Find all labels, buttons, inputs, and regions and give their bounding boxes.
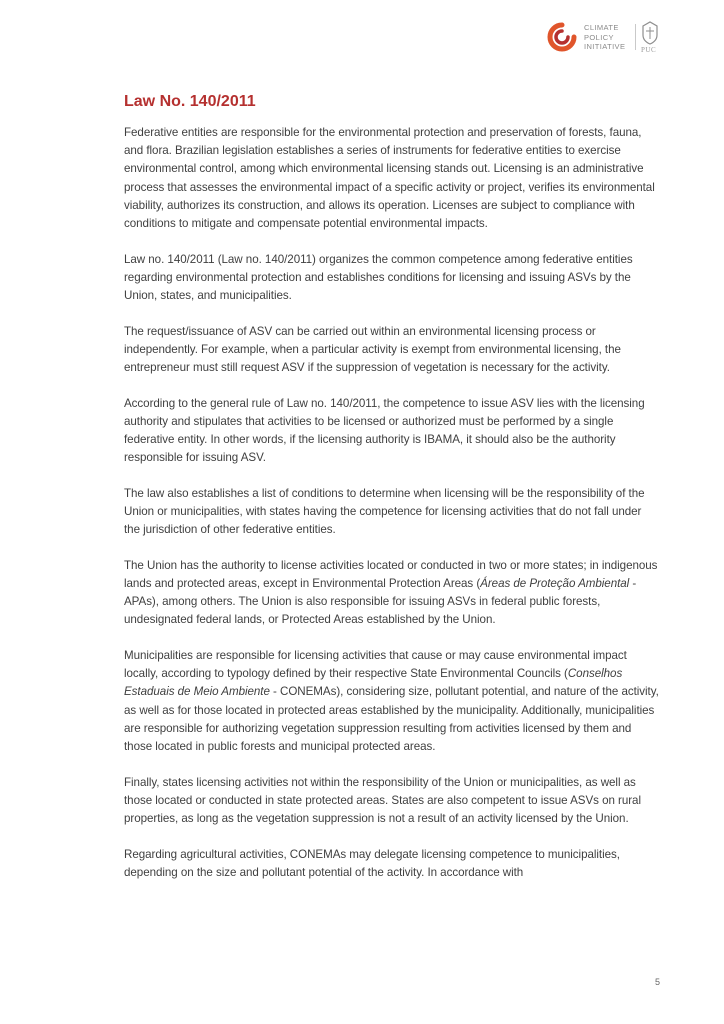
paragraph-text: According to the general rule of Law no. 140/2011, the competence to issue ASV lies with the licensing authority and stipulates that activities to be licensed or authorized must be performed by a single federative entity. In other words, if the licensing authority is IBAMA, it should also be the authority responsible for issuing ASV. [124, 396, 645, 465]
paragraph-text: Regarding agricultural activities, CONEMAs may delegate licensing competence to municipalities, depending on the size and pollutant potential of the activity. In accordance with [124, 847, 620, 879]
paragraph-text: Municipalities are responsible for licensing activities that cause or may cause environmental impact locally, according to typology defined by their respective State Environmental Councils ( [124, 649, 627, 681]
paragraph-text: - CONEMAs), considering size, pollutant potential, and nature of the activity, as well as for those located in protected areas established by the municipality. Additionally, municipalities are responsible for authorizing vegetation suppression resulting from activities licensed by them and those located in public forests and municipal protected areas. [124, 685, 659, 754]
italic-term: Conselhos Estaduais de Meio Ambiente [124, 667, 623, 699]
paragraph-list [124, 124, 660, 882]
paragraph-text: The request/issuance of ASV can be carried out within an environmental licensing process or independently. For example, when a particular activity is exempt from environmental licensing, the entrepreneur must still request ASV if the suppression of vegetation is necessary for the activity. [124, 324, 621, 375]
paragraph-text: - APAs), among others. The Union is also responsible for issuing ASVs in federal public forests, undesignated federal lands, or Protected Areas established by the Union. [124, 577, 637, 627]
body-paragraph [124, 647, 660, 756]
section-title: Law No. 140/2011 [124, 93, 256, 110]
puc-label: PUC [641, 46, 657, 54]
italic-term: Áreas de Proteção Ambiental [480, 577, 630, 591]
paragraph-text: The law also establishes a list of conditions to determine when licensing will be the responsibility of the Union or municipalities, with states having the competence for licensing activities that do not fall under the jurisdiction of other federative entities. [124, 486, 645, 537]
body-paragraph [124, 323, 660, 378]
body-paragraph [124, 557, 660, 630]
body-paragraph [124, 485, 660, 540]
body-paragraph [124, 846, 660, 882]
body-paragraph [124, 124, 660, 233]
body-paragraph [124, 774, 660, 829]
cpi-wordmark [584, 23, 625, 52]
body-paragraph [124, 251, 660, 306]
puc-crest-icon [640, 20, 660, 46]
logo-line: CLIMATE [584, 23, 619, 32]
document-body [124, 92, 660, 899]
paragraph-text: Finally, states licensing activities not within the responsibility of the Union or municipalities, as well as those located or conducted in state protected areas. States are also competent to issue ASVs on rural properties, as long as the vegetation suppression is not a result of an activity licensed by the Union. [124, 775, 641, 826]
paragraph-text: Federative entities are responsible for the environmental protection and preservation of forests, fauna, and flora. Brazilian legislation establishes a series of instruments for federative entities to exercise environmental control, among which environmental licensing stands out. Licensing is an administrative process that assesses the environmental impact of a specific activity or project, verifies its environmental viability, authorizes its construction, and allows its operation. Licenses are subject to compliance with conditions to mitigate and compensate potential environmental impacts. [124, 126, 655, 231]
paragraph-text: Law no. 140/2011 (Law no. 140/2011) organizes the common competence among federative entities regarding environmental protection and establishes conditions for licensing and issuing ASVs by the Union, states, and municipalities. [124, 252, 633, 303]
paragraph-text: The Union has the authority to license activities located or conducted in two or more states; in indigenous lands and protected areas, except in Environmental Protection Areas ( [124, 558, 658, 591]
logo-line: POLICY [584, 32, 614, 42]
logo-line: INITIATIVE [584, 42, 626, 51]
body-paragraph [124, 395, 660, 468]
logo-divider [635, 24, 636, 50]
page-number: 5 [655, 977, 661, 987]
header-logos [546, 20, 666, 56]
climate-policy-initiative-logo-icon [546, 22, 578, 52]
